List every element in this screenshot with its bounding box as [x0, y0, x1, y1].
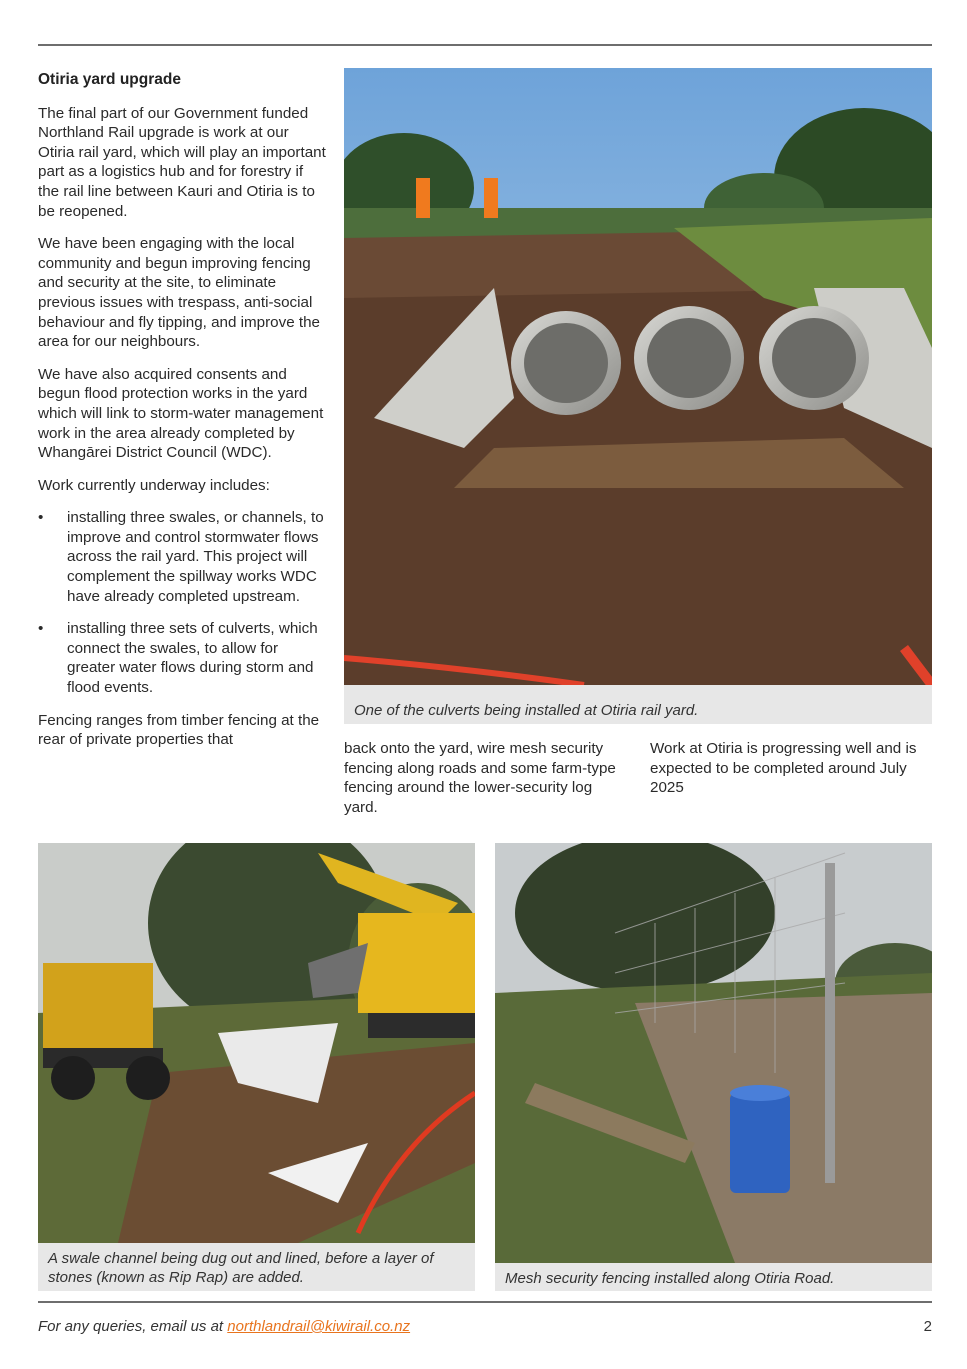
swale-photo: [38, 843, 475, 1243]
footer-query-text: For any queries, email us at: [38, 1318, 228, 1335]
fence-photo-image: [495, 843, 932, 1263]
swale-photo-image: [38, 843, 475, 1243]
bottom-divider: [38, 1301, 932, 1303]
article-paragraph: Work currently underway includes:: [38, 476, 270, 494]
list-item-text: installing three swales, or channels, to improve and control stormwater flows across the rail yard. This project will complement the spillway works WDC have already completed upstream.: [67, 509, 324, 605]
footer-query: [38, 1318, 410, 1335]
culvert-caption: One of the culverts being installed at Otiria rail yard.: [344, 685, 932, 724]
page-number: 2: [923, 1318, 932, 1335]
fence-photo: [495, 843, 932, 1263]
fence-caption: Mesh security fencing installed along Otiria Road.: [495, 1263, 932, 1291]
article-title: Otiria yard upgrade: [38, 71, 181, 88]
article-paragraph: back onto the yard, wire mesh security fencing along roads and some farm-type fencing around the lower-security log yard.: [344, 740, 616, 816]
top-divider: [38, 44, 932, 46]
article-paragraph: Work at Otiria is progressing well and is expected to be completed around July 2025: [650, 740, 917, 797]
culvert-photo-image: [344, 68, 932, 685]
list-item-text: installing three sets of culverts, which connect the swales, to allow for greater water flows during storm and flood events.: [67, 620, 318, 697]
list-item: [38, 619, 328, 697]
email-link[interactable]: northlandrail@kiwirail.co.nz: [227, 1318, 411, 1335]
article-middle-column: [344, 739, 629, 817]
article-paragraph: We have also acquired consents and begun flood protection works in the yard which will link to storm-water management work in the area already completed by Whangārei District Council (WDC).: [38, 365, 324, 462]
work-list: [38, 508, 328, 697]
culvert-photo: [344, 68, 932, 685]
list-item: [38, 508, 328, 606]
article-paragraph: Fencing ranges from timber fencing at the rear of private properties that: [38, 711, 320, 749]
article-right-column: [650, 739, 932, 798]
bullet-icon: •: [38, 509, 44, 527]
swale-caption: A swale channel being dug out and lined, before a layer of stones (known as Rip Rap) are added.: [38, 1243, 475, 1291]
bullet-icon: •: [38, 620, 44, 638]
article-paragraph: We have been engaging with the local community and begun improving fencing and security at the site, to eliminate previous issues with trespass, anti-social behaviour and fly tipping, and improve the area for our neighbours.: [38, 235, 320, 351]
article-left-column: [38, 70, 328, 763]
article-paragraph: The final part of our Government funded Northland Rail upgrade is work at our Otiria rail yard, which will play an important part as a logistics hub and for forestry if the rail line between Kauri and Otiria is to be reopened.: [38, 104, 326, 220]
